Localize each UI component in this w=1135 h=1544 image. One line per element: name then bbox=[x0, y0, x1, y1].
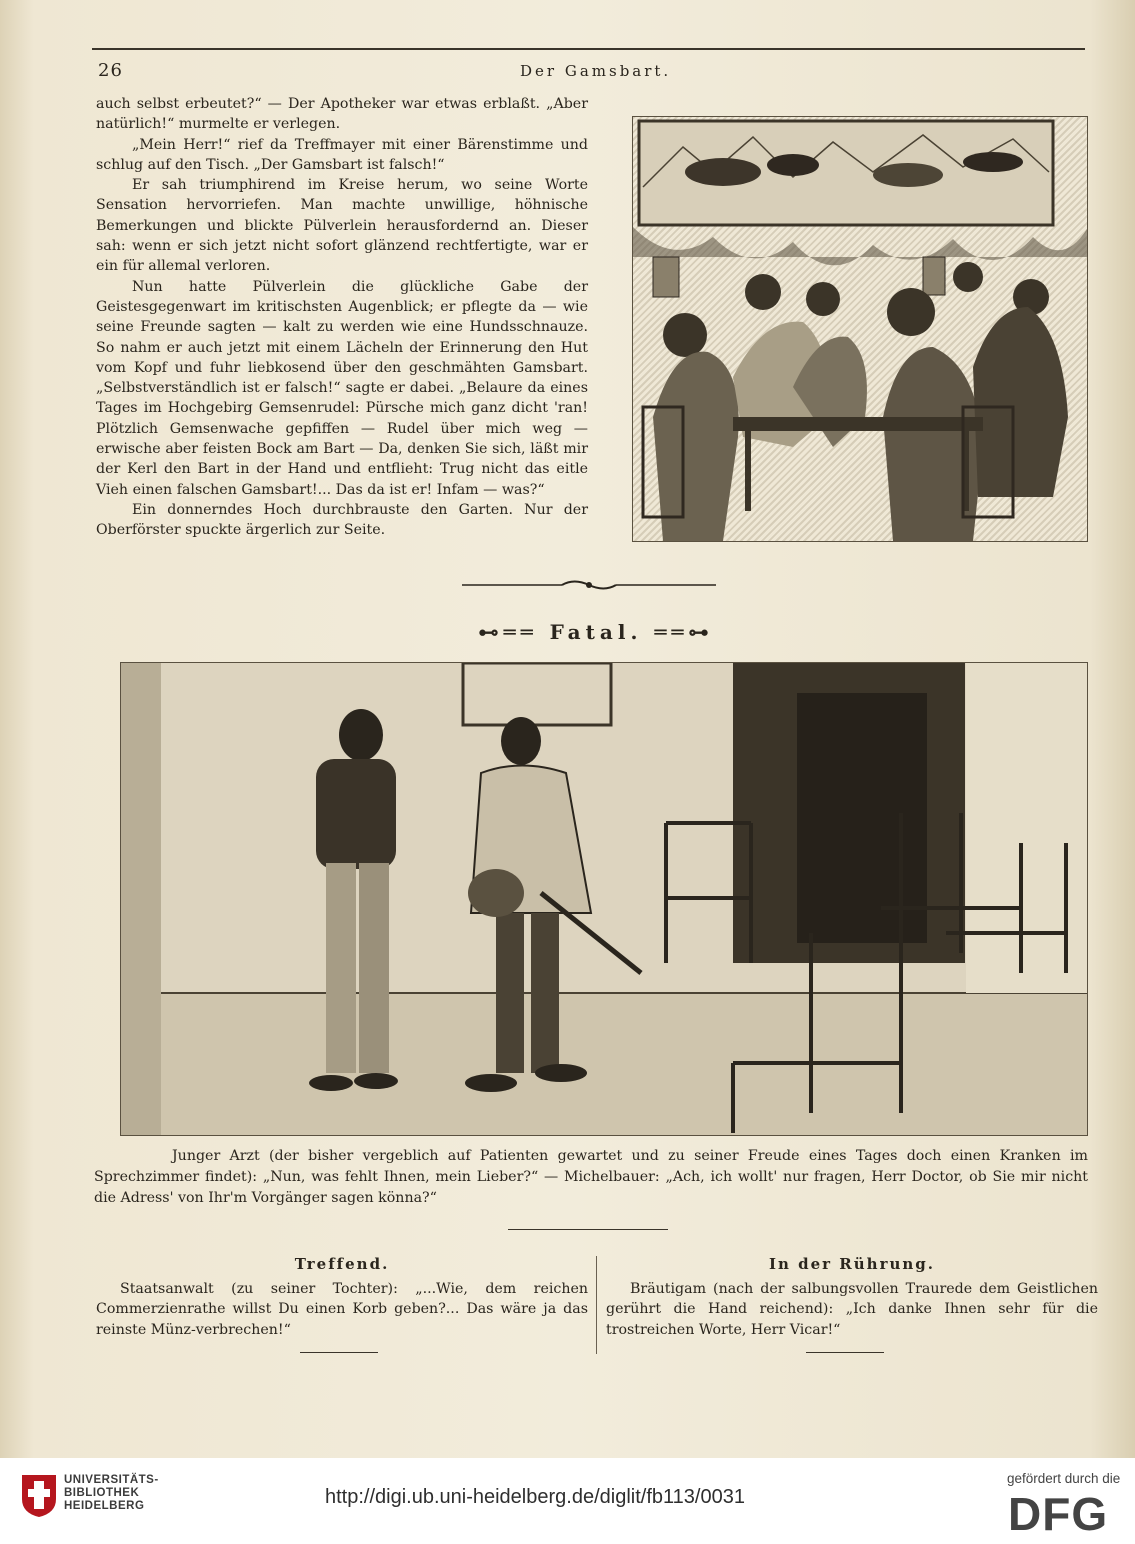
story-paragraph: auch selbst erbeutet?“ — Der Apotheker war etwas erblaßt. „Aber natürlich!“ murmelte er verlegen. bbox=[96, 96, 588, 133]
joke-treffend bbox=[96, 1254, 588, 1340]
joke-end-rule bbox=[806, 1352, 884, 1353]
permalink-url[interactable]: http://digi.ub.uni-heidelberg.de/diglit/fb113/0031 bbox=[325, 1486, 745, 1508]
header-rule bbox=[92, 48, 1085, 50]
story-paragraph: „Mein Herr!“ rief da Treffmayer mit einer Bärenstimme und schlug auf den Tisch. „Der Gamsbart ist falsch!“ bbox=[96, 136, 588, 173]
library-name bbox=[64, 1474, 159, 1513]
joke-title: Treffend. bbox=[294, 1255, 390, 1273]
joke-title: In der Rührung. bbox=[768, 1255, 935, 1273]
story-column bbox=[96, 94, 588, 541]
viewer-footer bbox=[0, 1458, 1135, 1544]
library-name-line: HEIDELBERG bbox=[64, 1500, 145, 1512]
page-number: 26 bbox=[98, 60, 123, 81]
section-title-text: Fatal. bbox=[549, 620, 643, 644]
dfg-logo: DFG bbox=[1008, 1488, 1109, 1540]
university-crest-icon bbox=[20, 1473, 58, 1519]
joke-text: Staatsanwalt (zu seiner Tochter): „...Wie, dem reichen Commerzienrathe willst Du einen Korb geben?... Das wäre ja das reinste Münz-verbrechen!“ bbox=[96, 1280, 588, 1338]
title-flourish-left: ⊷══ bbox=[478, 620, 550, 644]
library-name-line: BIBLIOTHEK bbox=[64, 1487, 140, 1499]
caption-rule bbox=[508, 1229, 668, 1230]
story-paragraph: Er sah triumphirend im Kreise herum, wo seine Worte Sensation hervorriefen. Man machte unwillige, höhnische Bemerkungen und blickte Pülverlein herausfordernd an. Dieser sah: wenn er sich jetzt nicht sofort glänzend rechtfertigte, war er ein für allemal verloren. bbox=[96, 177, 588, 275]
beer-garden-engraving bbox=[633, 117, 1087, 541]
ornament-divider bbox=[462, 578, 716, 592]
running-title: Der Gamsbart. bbox=[520, 62, 672, 80]
joke-end-rule bbox=[300, 1352, 378, 1353]
illustration-caption: Junger Arzt (der bisher vergeblich auf Patienten gewartet und zu seiner Freude eines Tages doch einen Kranken im Sprechzimmer findet): „Nun, was fehlt Ihnen, mein Lieber?“ — Michelbauer: „Ach, ich wollt' nur fragen, Herr Doctor, ob Sie mir nicht die Adress' von Ihr'm Vorgänger sagen könna?“ bbox=[94, 1148, 1088, 1206]
joke-in-der-ruehrung bbox=[606, 1254, 1098, 1340]
beer-garden-illustration bbox=[632, 116, 1088, 542]
library-name-line: UNIVERSITÄTS- bbox=[64, 1474, 159, 1486]
section-title bbox=[476, 620, 716, 644]
story-paragraph: Ein donnerndes Hoch durchbrauste den Garten. Nur der Oberförster spuckte ärgerlich zur Seite. bbox=[96, 501, 588, 539]
column-divider bbox=[596, 1256, 597, 1354]
story-paragraph: Nun hatte Pülverlein die glückliche Gabe der Geistesgegenwart im kritischsten Augenblick; er pflegte da — wie seine Freunde sagten — kalt zu werden wie eine Hundsschnauze. So nahm er auch jetzt mit einem Lächeln der Erinnerung den Hut vom Kopf und fuhr liebkosend über den geschmähten Gamsbart. „Selbstverständlich ist er falsch!“ sagte er dabei. „Belaure da eines Tages im Hochgebirg Gemsenrudel: Pürsche mich ganz dicht 'ran! Plötzlich Gemsenwache gepfiffen — Rudel über mich weg — erwische aber feisten Bock am Bart — Da, denken Sie sich, läßt mir der Kerl den Bart in der Hand und entflieht: Trug nicht das eitle Vieh einen falschen Gamsbart!... Das da ist er! Infam — was?“ bbox=[96, 278, 588, 498]
title-flourish-right: ══⊶ bbox=[642, 620, 714, 644]
joke-text: Bräutigam (nach der salbungsvollen Traurede dem Geistlichen gerührt die Hand reichend): „Ich danke Ihnen sehr für die trostreichen Worte, Herr Vicar!“ bbox=[606, 1280, 1098, 1338]
fatal-illustration bbox=[120, 662, 1088, 1136]
doctor-office-engraving bbox=[121, 663, 1087, 1135]
sponsor-label: gefördert durch die bbox=[1007, 1471, 1121, 1486]
